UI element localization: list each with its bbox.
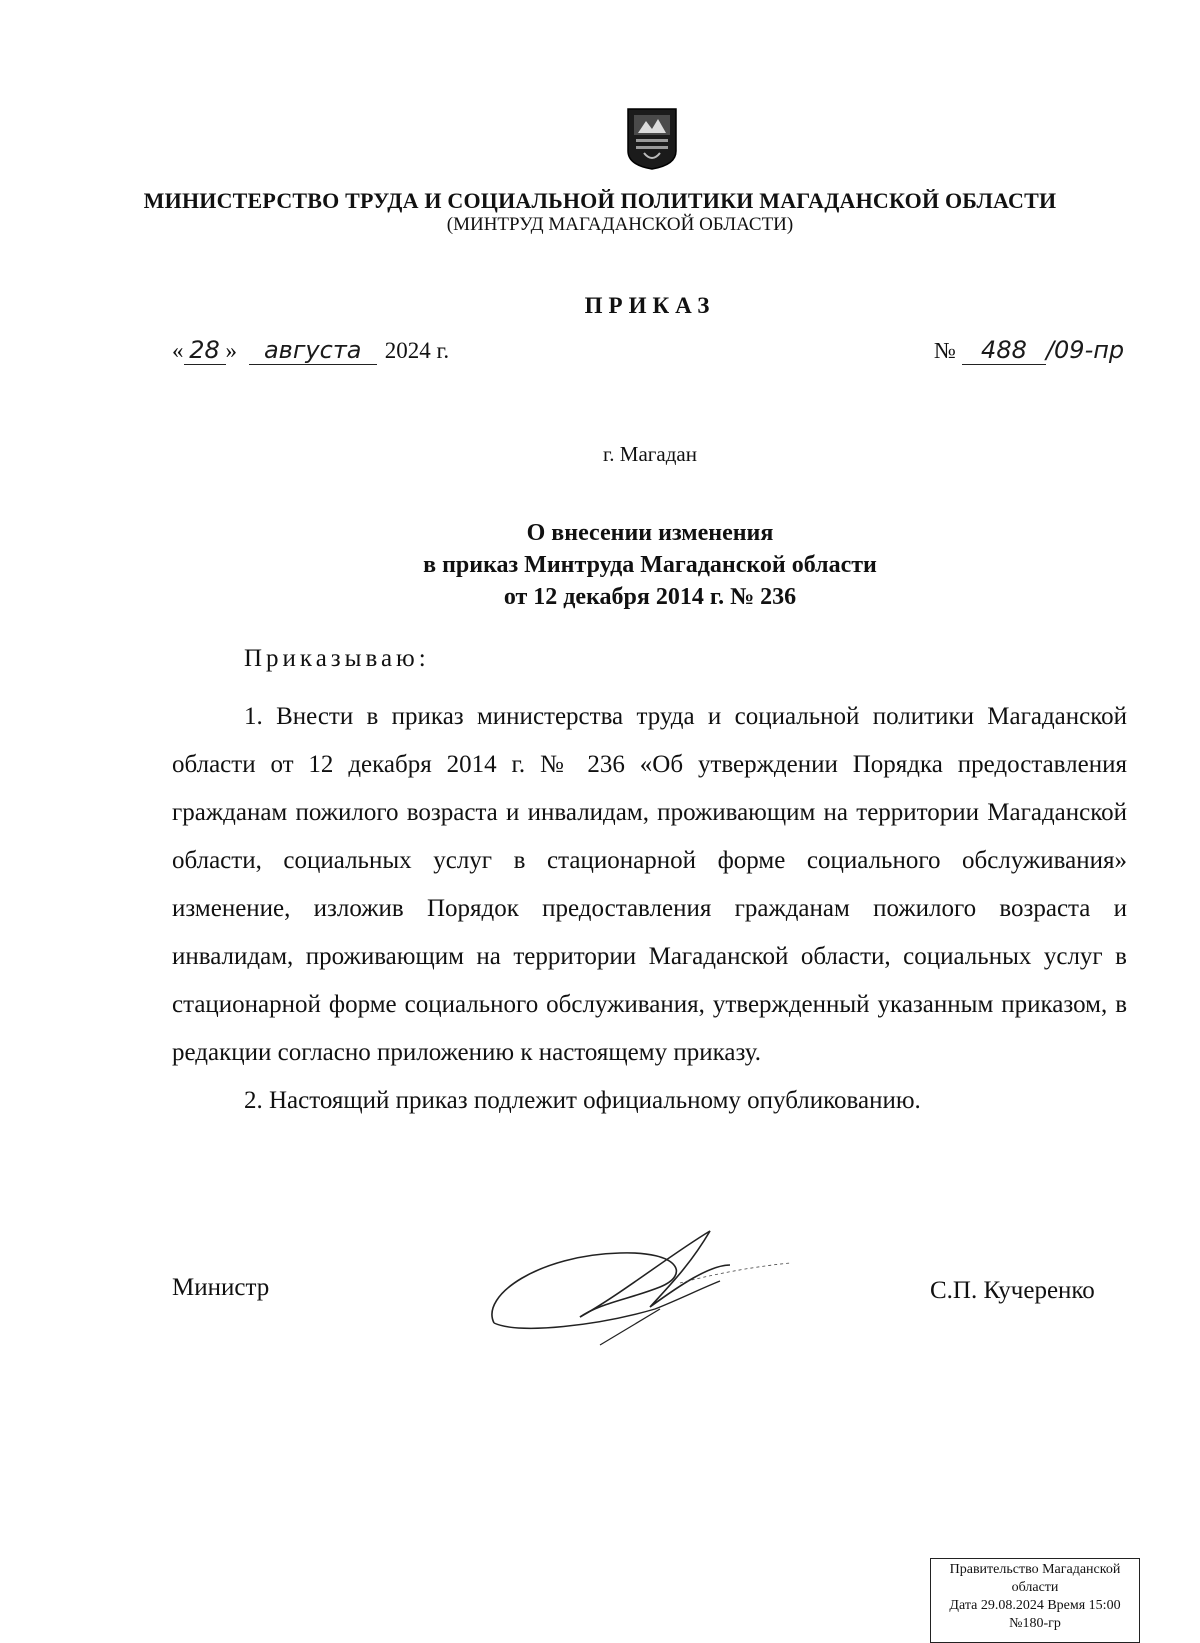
- date-open-quote: «: [172, 338, 184, 363]
- stamp-line-4: №180-гр: [1009, 1616, 1061, 1631]
- paragraph-1: 1. Внести в приказ министерства труда и социальной политики Магаданской области от 12 декабря 2014 г. № 236 «Об утверждении Порядка предоставления гражданам пожилого возраста и инвалидам, проживающим на территории Магаданской области, социальных услуг в стационарной форме социального обслуживания» изменение, изложив Порядок предоставления гражданам пожилого возраста и инвалидам, проживающим на территории Магаданской области, социальных услуг в стационарной форме социального обслуживания, утвержденный указанным приказом, в редакции согласно приложению к настоящему приказу.: [172, 703, 1127, 1066]
- date-day-handwritten: 28: [184, 336, 226, 365]
- subject-line-2: в приказ Минтруда Магаданской области: [423, 552, 877, 578]
- subject-line-3: от 12 декабря 2014 г. № 236: [503, 584, 797, 610]
- date-year: 2024 г.: [384, 338, 450, 363]
- number-suffix: /09-пр: [1045, 336, 1125, 364]
- city: г. Магадан: [603, 442, 697, 466]
- stamp-line-2: области: [1011, 1580, 1059, 1595]
- order-body: [172, 693, 1127, 1125]
- ministry-title: МИНИСТЕРСТВО ТРУДА И СОЦИАЛЬНОЙ ПОЛИТИКИ МАГАДАНСКОЙ ОБЛАСТИ: [143, 188, 1057, 213]
- coat-of-arms-emblem: [626, 107, 678, 171]
- stamp-line-1: Правительство Магаданской: [949, 1562, 1121, 1577]
- order-date: [172, 336, 449, 365]
- handwritten-signature: [480, 1225, 800, 1355]
- number-prefix: №: [934, 338, 956, 363]
- date-month-handwritten: августа: [249, 336, 377, 365]
- order-subject: [0, 517, 1200, 613]
- minister-name: С.П. Кучеренко: [930, 1277, 1095, 1304]
- stamp-line-3: Дата 29.08.2024 Время 15:00: [949, 1598, 1121, 1613]
- registration-stamp: [930, 1558, 1140, 1643]
- document-type: ПРИКАЗ: [584, 293, 716, 318]
- minister-title: Министр: [172, 1274, 270, 1301]
- date-close-quote: »: [225, 338, 237, 363]
- order-number: [934, 336, 1124, 365]
- number-value-handwritten: 488: [962, 336, 1046, 365]
- subject-line-1: О внесении изменения: [526, 520, 774, 546]
- ministry-short-name: (МИНТРУД МАГАДАНСКОЙ ОБЛАСТИ): [446, 214, 794, 235]
- paragraph-2: 2. Настоящий приказ подлежит официальному опубликованию.: [244, 1087, 921, 1114]
- order-word: Приказываю:: [244, 645, 430, 672]
